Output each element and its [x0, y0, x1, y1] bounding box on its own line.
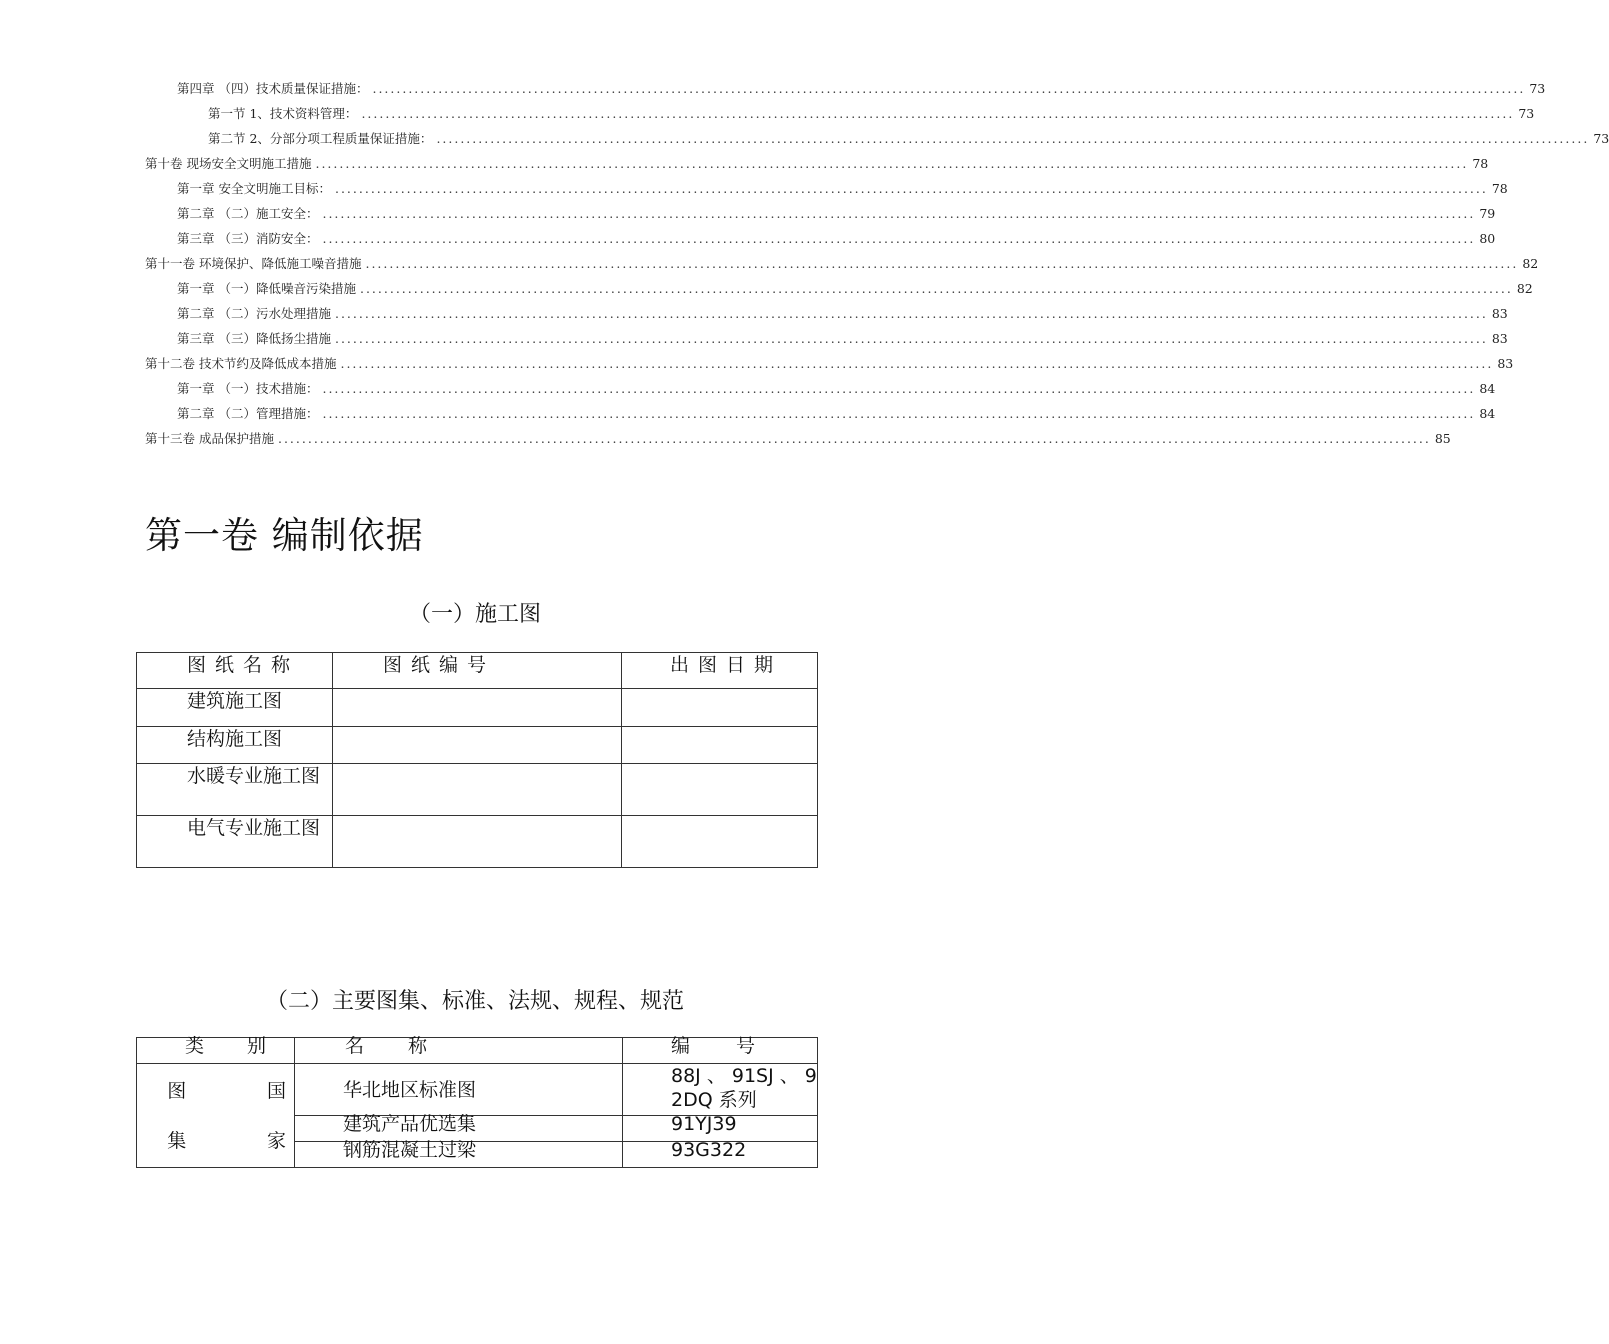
toc-entry[interactable] [0, 356, 1514, 372]
toc-entry[interactable] [0, 406, 1496, 422]
toc-page-number: 73 [1518, 106, 1535, 121]
toc-entry-label: 第十二卷 技术节约及降低成本措施 [145, 356, 337, 371]
toc-entry[interactable] [0, 206, 1496, 222]
toc-entry-label: 第二节 2、分部分项工程质量保证措施： [208, 131, 433, 146]
standard-code-cell: 93G322 [623, 1142, 818, 1168]
standards-table [136, 1037, 818, 1168]
table-row [137, 764, 818, 816]
table-row [137, 727, 818, 764]
header-code: 编 号 [623, 1038, 818, 1064]
toc-entry[interactable] [0, 231, 1496, 247]
toc-page-number: 80 [1479, 231, 1496, 246]
table-header-row [137, 1038, 818, 1064]
toc-leader-dots [322, 206, 1475, 222]
table-row [137, 816, 818, 868]
toc-entry[interactable] [0, 181, 1508, 197]
toc-leader-dots [335, 181, 1488, 197]
toc-entry[interactable] [0, 306, 1508, 322]
section-2-title: （二）主要图集、标准、法规、规程、规范 [265, 989, 684, 1014]
toc-leader-dots [372, 81, 1525, 97]
header-drawing-name: 图纸名称 [137, 653, 333, 689]
toc-entry[interactable] [0, 381, 1496, 397]
toc-leader-dots [340, 356, 1493, 372]
toc-leader-dots [278, 431, 1431, 447]
toc-page-number: 83 [1491, 306, 1508, 321]
issue-date-cell [622, 689, 818, 727]
toc-entry-label: 第一章 （一）技术措施： [177, 381, 319, 396]
standard-code-cell: 91YJ39 [623, 1116, 818, 1142]
toc-page-number: 78 [1472, 156, 1489, 171]
toc-page-number: 84 [1479, 406, 1496, 421]
group-type-cell: 图 集 [137, 1064, 217, 1168]
toc-entry-label: 第十卷 现场安全文明施工措施 [145, 156, 312, 171]
header-drawing-number: 图纸编号 [333, 653, 622, 689]
issue-date-cell [622, 764, 818, 816]
toc-entry[interactable] [0, 281, 1533, 297]
table-header-row [137, 653, 818, 689]
drawing-number-cell [333, 764, 622, 816]
drawing-number-cell [333, 816, 622, 868]
drawings-table [136, 652, 818, 868]
toc-entry-label: 第四章 （四）技术质量保证措施： [177, 81, 369, 96]
header-name: 名 称 [295, 1038, 623, 1064]
volume-title: 第一卷 编制依据 [145, 514, 424, 557]
drawing-name-cell: 电气专业施工图 [137, 816, 333, 868]
toc-page-number: 83 [1497, 356, 1514, 371]
toc-leader-dots [315, 156, 1468, 172]
issue-date-cell [622, 727, 818, 764]
toc-page-number: 82 [1522, 256, 1539, 271]
drawing-name-cell: 结构施工图 [137, 727, 333, 764]
toc-page-number: 79 [1479, 206, 1496, 221]
toc-page-number: 84 [1479, 381, 1496, 396]
drawing-name-cell: 水暖专业施工图 [137, 764, 333, 816]
standard-name-cell: 华北地区标准图 [295, 1064, 623, 1116]
toc-leader-dots [322, 231, 1475, 247]
toc-leader-dots [361, 106, 1514, 122]
toc-leader-dots [436, 131, 1589, 147]
toc-entry[interactable] [0, 431, 1451, 447]
toc-page-number: 78 [1491, 181, 1508, 196]
standard-code-cell: 88J 、 91SJ 、 92DQ 系列 [623, 1064, 818, 1116]
toc-entry[interactable] [0, 156, 1489, 172]
toc-entry[interactable] [0, 256, 1539, 272]
toc-entry-label: 第十一卷 环境保护、降低施工噪音措施 [145, 256, 362, 271]
toc-entry[interactable] [0, 81, 1546, 97]
toc-entry[interactable] [0, 331, 1508, 347]
toc-leader-dots [322, 381, 1475, 397]
toc-entry-label: 第一章 （一）降低噪音污染措施 [177, 281, 356, 296]
toc-entry[interactable] [0, 131, 1609, 147]
drawing-number-cell [333, 689, 622, 727]
header-issue-date: 出图日期 [622, 653, 818, 689]
toc-entry-label: 第三章 （三）降低扬尘措施 [177, 331, 331, 346]
toc-entry[interactable] [0, 106, 1535, 122]
toc-page-number: 82 [1516, 281, 1533, 296]
toc-leader-dots [335, 331, 1488, 347]
toc-page-number: 73 [1529, 81, 1546, 96]
standard-name-cell: 钢筋混凝土过梁 [295, 1142, 623, 1168]
toc-entry-label: 第二章 （二）污水处理措施 [177, 306, 331, 321]
toc-page-number: 85 [1434, 431, 1451, 446]
toc-leader-dots [335, 306, 1488, 322]
drawing-number-cell [333, 727, 622, 764]
table-row [137, 1064, 818, 1116]
group-level-cell: 国 家 [217, 1064, 295, 1168]
toc-entry-label: 第二章 （二）管理措施： [177, 406, 319, 421]
toc-entry-label: 第二章 （二）施工安全： [177, 206, 319, 221]
toc-entry-label: 第三章 （三）消防安全： [177, 231, 319, 246]
toc-page-number: 83 [1491, 331, 1508, 346]
toc-leader-dots [365, 256, 1518, 272]
toc-entry-label: 第十三卷 成品保护措施 [145, 431, 274, 446]
toc-leader-dots [360, 281, 1513, 297]
drawing-name-cell: 建筑施工图 [137, 689, 333, 727]
section-1-title: （一）施工图 [408, 602, 541, 627]
toc-page-number: 73 [1593, 131, 1609, 146]
toc-entry-label: 第一章 安全文明施工目标： [177, 181, 331, 196]
header-category: 类 别 [137, 1038, 295, 1064]
toc-leader-dots [322, 406, 1475, 422]
table-row [137, 689, 818, 727]
toc-entry-label: 第一节 1、技术资料管理： [208, 106, 358, 121]
standard-name-cell: 建筑产品优选集 [295, 1116, 623, 1142]
issue-date-cell [622, 816, 818, 868]
